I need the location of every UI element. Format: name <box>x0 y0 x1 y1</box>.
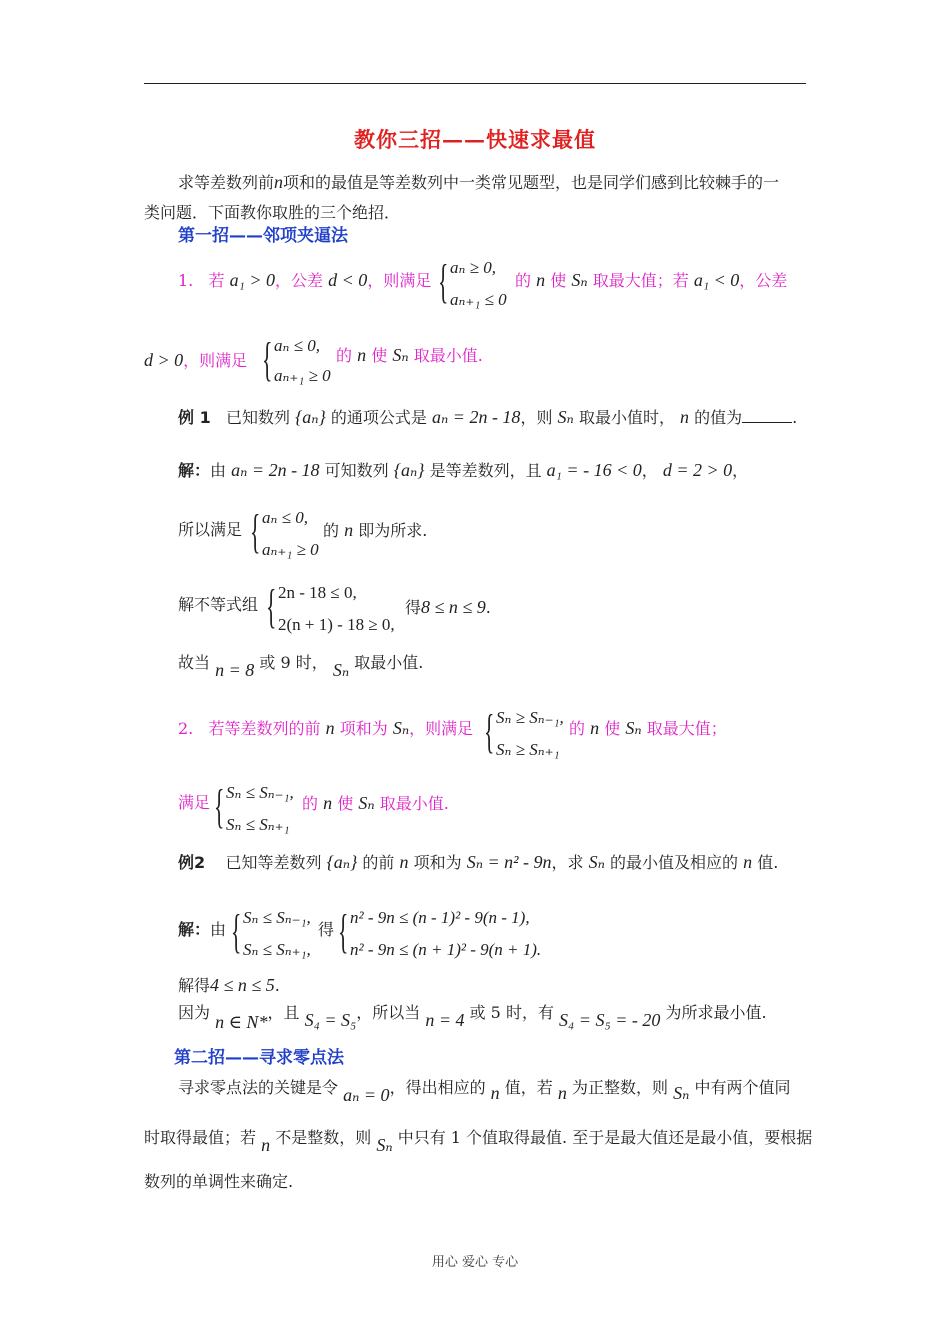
intro-text: 项和的最值是等差数列中一类常见题型，也是同学们感到比较棘手的一 <box>283 173 780 192</box>
solution-text: 取最小值. <box>354 653 424 672</box>
rule-2-line-1b <box>569 718 727 739</box>
rule-text: 的 <box>569 719 586 738</box>
system-row: aₙ ≥ 0, <box>450 258 496 277</box>
section-heading-2: 第二招——寻求零点法 <box>174 1048 344 1068</box>
solution-1-line-2b <box>323 520 427 541</box>
math-n: n <box>490 1083 500 1103</box>
solution-1-line-2: 所以满足 <box>178 520 243 539</box>
solution-text: 可知数列 <box>324 461 389 480</box>
solution-text: . <box>274 976 280 995</box>
solution-1-line-4 <box>178 652 424 680</box>
math-condition: a₁ = - 16 < 0 <box>546 460 642 480</box>
example-text: 的通项公式是 <box>330 408 427 427</box>
system-row: n² - 9n ≤ (n - 1)² - 9(n - 1), <box>350 908 530 927</box>
body-text: ，得出相应的 <box>389 1078 486 1097</box>
math-formula: aₙ = 2n - 18 <box>432 407 521 427</box>
solution-text: 或 5 时，有 <box>469 1003 554 1022</box>
solution-text: 由 <box>210 920 227 939</box>
solution-text: ， <box>641 461 658 480</box>
solution-text: 得 <box>405 598 422 617</box>
left-brace: { <box>438 255 449 308</box>
math-result: 8 ≤ n ≤ 9 <box>421 597 486 617</box>
rule-text: 使 <box>337 794 354 813</box>
left-brace: { <box>266 580 277 633</box>
example-label: 例 1 <box>178 408 211 427</box>
math-condition: d = 2 > 0 <box>662 460 733 480</box>
math-n: n <box>680 407 690 427</box>
math-condition: aₙ = 0 <box>343 1085 390 1105</box>
math-seq: {aₙ} <box>393 460 425 480</box>
rule-text: ，公差 <box>275 271 324 290</box>
rule-1-line-1 <box>178 270 431 291</box>
math-S: Sₙ <box>588 852 605 872</box>
example-text: ，求 <box>551 853 584 872</box>
math-S: Sₙ <box>358 793 375 813</box>
rule-2-line-2b <box>302 793 449 814</box>
math-S: Sₙ <box>392 345 409 365</box>
math-condition: S₄ = S₅ <box>304 1010 357 1030</box>
system-row: 2n - 18 ≤ 0, <box>278 583 357 602</box>
math-S: Sₙ <box>625 718 642 738</box>
answer-blank <box>742 408 792 423</box>
system-row: Sₙ ≤ Sₙ₋₁, <box>226 783 294 802</box>
rule-text: 取最小值. <box>413 346 483 365</box>
rule-text: 使 <box>550 271 567 290</box>
math-S: Sₙ <box>571 270 588 290</box>
page-footer: 用心 爱心 专心 <box>431 1255 519 1270</box>
example-text: 已知数列 <box>225 408 290 427</box>
math-formula: aₙ = 2n - 18 <box>231 460 320 480</box>
rule-text: 的 <box>515 271 532 290</box>
math-n: n <box>357 345 367 365</box>
math-n: n <box>590 718 600 738</box>
rule-1-line-2b <box>336 345 483 366</box>
example-label: 例2 <box>178 853 206 872</box>
example-1-line <box>178 407 797 428</box>
system-row: Sₙ ≥ Sₙ₊₁ <box>496 740 560 759</box>
left-brace: { <box>231 905 242 958</box>
solution-text: 因为 <box>178 1003 211 1022</box>
example-2-line <box>178 852 778 873</box>
math-condition: d > 0 <box>144 350 184 370</box>
math-result: 4 ≤ n ≤ 5 <box>210 975 275 995</box>
rule-text: 使 <box>371 346 388 365</box>
section-2-line-1 <box>178 1077 791 1105</box>
intro-line-1 <box>178 172 779 193</box>
example-text: 项和为 <box>413 853 462 872</box>
solution-2-line-2 <box>178 975 280 996</box>
left-brace: { <box>262 333 273 386</box>
solution-text: 为所求最小值. <box>665 1003 767 1022</box>
math-seq: {aₙ} <box>326 852 358 872</box>
solution-text: ，且 <box>267 1003 300 1022</box>
solution-text: 故当 <box>178 653 211 672</box>
solution-text: ，所以当 <box>356 1003 421 1022</box>
example-text: 已知等差数列 <box>225 853 322 872</box>
math-S: Sₙ <box>673 1083 690 1103</box>
body-text: 值，若 <box>504 1078 553 1097</box>
math-n: n <box>325 718 335 738</box>
math-n: n <box>261 1135 271 1155</box>
system-row: aₙ₊₁ ≤ 0 <box>450 290 507 309</box>
page-title: 教你三招——快速求最值 <box>354 127 596 152</box>
example-text: ，则 <box>520 408 553 427</box>
system-row: Sₙ ≥ Sₙ₋₁, <box>496 708 564 727</box>
rule-text: 使 <box>604 719 621 738</box>
system-row: Sₙ ≤ Sₙ₋₁, <box>243 908 311 927</box>
header-rule <box>144 83 806 84</box>
math-condition: n ∈ N* <box>215 1012 268 1032</box>
example-text: . <box>792 408 798 427</box>
solution-2-line-1b: 得 <box>318 920 335 939</box>
body-text: 中只有 1 个值取得最值. 至于是最大值还是最小值，要根据 <box>397 1128 813 1147</box>
section-heading-1: 第一招——邻项夹逼法 <box>178 226 348 246</box>
solution-1-line-3b <box>405 597 491 618</box>
math-n: n <box>743 852 753 872</box>
math-n: n <box>536 270 546 290</box>
body-text: 时取得最值；若 <box>144 1128 257 1147</box>
solution-1-line-1 <box>178 460 748 481</box>
example-text: 的最小值及相应的 <box>610 853 739 872</box>
math-condition: n = 8 <box>215 660 255 680</box>
body-text: 为正整数，则 <box>571 1078 668 1097</box>
solution-text: 解得 <box>178 976 211 995</box>
math-result: S₄ = S₅ = - 20 <box>559 1010 661 1030</box>
rule-number: 1. <box>178 271 194 290</box>
rule-text: 的 <box>302 794 319 813</box>
rule-text: 项和为 <box>339 719 388 738</box>
system-row: aₙ₊₁ ≥ 0 <box>274 366 331 385</box>
rule-1-line-2 <box>144 350 247 371</box>
rule-text: 的 <box>336 346 353 365</box>
solution-text: 由 <box>210 461 227 480</box>
math-n: n <box>344 520 354 540</box>
math-S: Sₙ <box>332 660 350 680</box>
solution-2-line-1 <box>178 920 226 940</box>
math-formula: Sₙ = n² - 9n <box>466 852 552 872</box>
rule-text: ，公差 <box>739 271 788 290</box>
solution-text: 的 <box>323 521 340 540</box>
rule-2-line-2: 满足 <box>178 793 211 812</box>
example-text: 的值为 <box>694 408 743 427</box>
math-condition: a₁ > 0 <box>229 270 276 290</box>
left-brace: { <box>338 905 349 958</box>
math-n: n <box>274 172 284 192</box>
solution-label: 解： <box>178 461 211 480</box>
example-text: 的前 <box>362 853 395 872</box>
math-n: n <box>323 793 333 813</box>
math-condition: a₁ < 0 <box>693 270 740 290</box>
math-seq: {aₙ} <box>295 407 326 427</box>
example-text: 值. <box>757 853 779 872</box>
intro-text: 求等差数列前 <box>178 173 275 192</box>
math-S: Sₙ <box>392 718 410 738</box>
rule-text: 若 <box>208 271 225 290</box>
rule-2-line-1 <box>178 718 473 739</box>
rule-text: 取最大值； <box>646 719 727 738</box>
system-row: 2(n + 1) - 18 ≥ 0, <box>278 615 395 634</box>
rule-text: 取最大值；若 <box>592 271 689 290</box>
system-row: Sₙ ≤ Sₙ₊₁ <box>226 815 290 834</box>
system-row: aₙ ≤ 0, <box>274 336 320 355</box>
system-row: aₙ ≤ 0, <box>262 508 308 527</box>
solution-1-line-3: 解不等式组 <box>178 595 259 614</box>
math-n: n <box>399 852 409 872</box>
system-row: n² - 9n ≤ (n + 1)² - 9(n + 1). <box>350 940 542 959</box>
system-row: Sₙ ≤ Sₙ₊₁, <box>243 940 311 959</box>
rule-text: 若等差数列的前 <box>208 719 321 738</box>
solution-text: . <box>485 598 491 617</box>
rule-text: 取最小值. <box>379 794 449 813</box>
section-2-line-3: 数列的单调性来确定. <box>144 1172 294 1191</box>
rule-text: ，则满足 <box>367 271 432 290</box>
example-text: 取最小值时， <box>578 408 675 427</box>
left-brace: { <box>484 705 495 758</box>
rule-number: 2. <box>178 719 194 738</box>
math-condition: n = 4 <box>425 1010 465 1030</box>
left-brace: { <box>250 505 261 558</box>
solution-label: 解： <box>178 920 211 939</box>
solution-text: 即为所求. <box>358 521 428 540</box>
intro-line-2: 类问题．下面教你取胜的三个绝招． <box>144 203 401 222</box>
left-brace: { <box>214 780 225 833</box>
section-2-line-2 <box>144 1127 813 1155</box>
body-text: 不是整数，则 <box>275 1128 372 1147</box>
math-S: Sₙ <box>557 407 574 427</box>
math-condition: d < 0 <box>328 270 368 290</box>
math-n: n <box>557 1083 567 1103</box>
rule-1-line-1b <box>515 270 787 291</box>
system-row: aₙ₊₁ ≥ 0 <box>262 540 319 559</box>
rule-text: ，则满足 <box>409 719 474 738</box>
solution-text: ， <box>732 461 749 480</box>
solution-text: 是等差数列，且 <box>429 461 542 480</box>
solution-2-line-3 <box>178 1002 767 1032</box>
math-S: Sₙ <box>376 1135 393 1155</box>
body-text: 寻求零点法的关键是令 <box>178 1078 339 1097</box>
rule-text: ，则满足 <box>183 351 248 370</box>
body-text: 中有两个值同 <box>694 1078 791 1097</box>
solution-text: 或 9 时， <box>259 653 328 672</box>
